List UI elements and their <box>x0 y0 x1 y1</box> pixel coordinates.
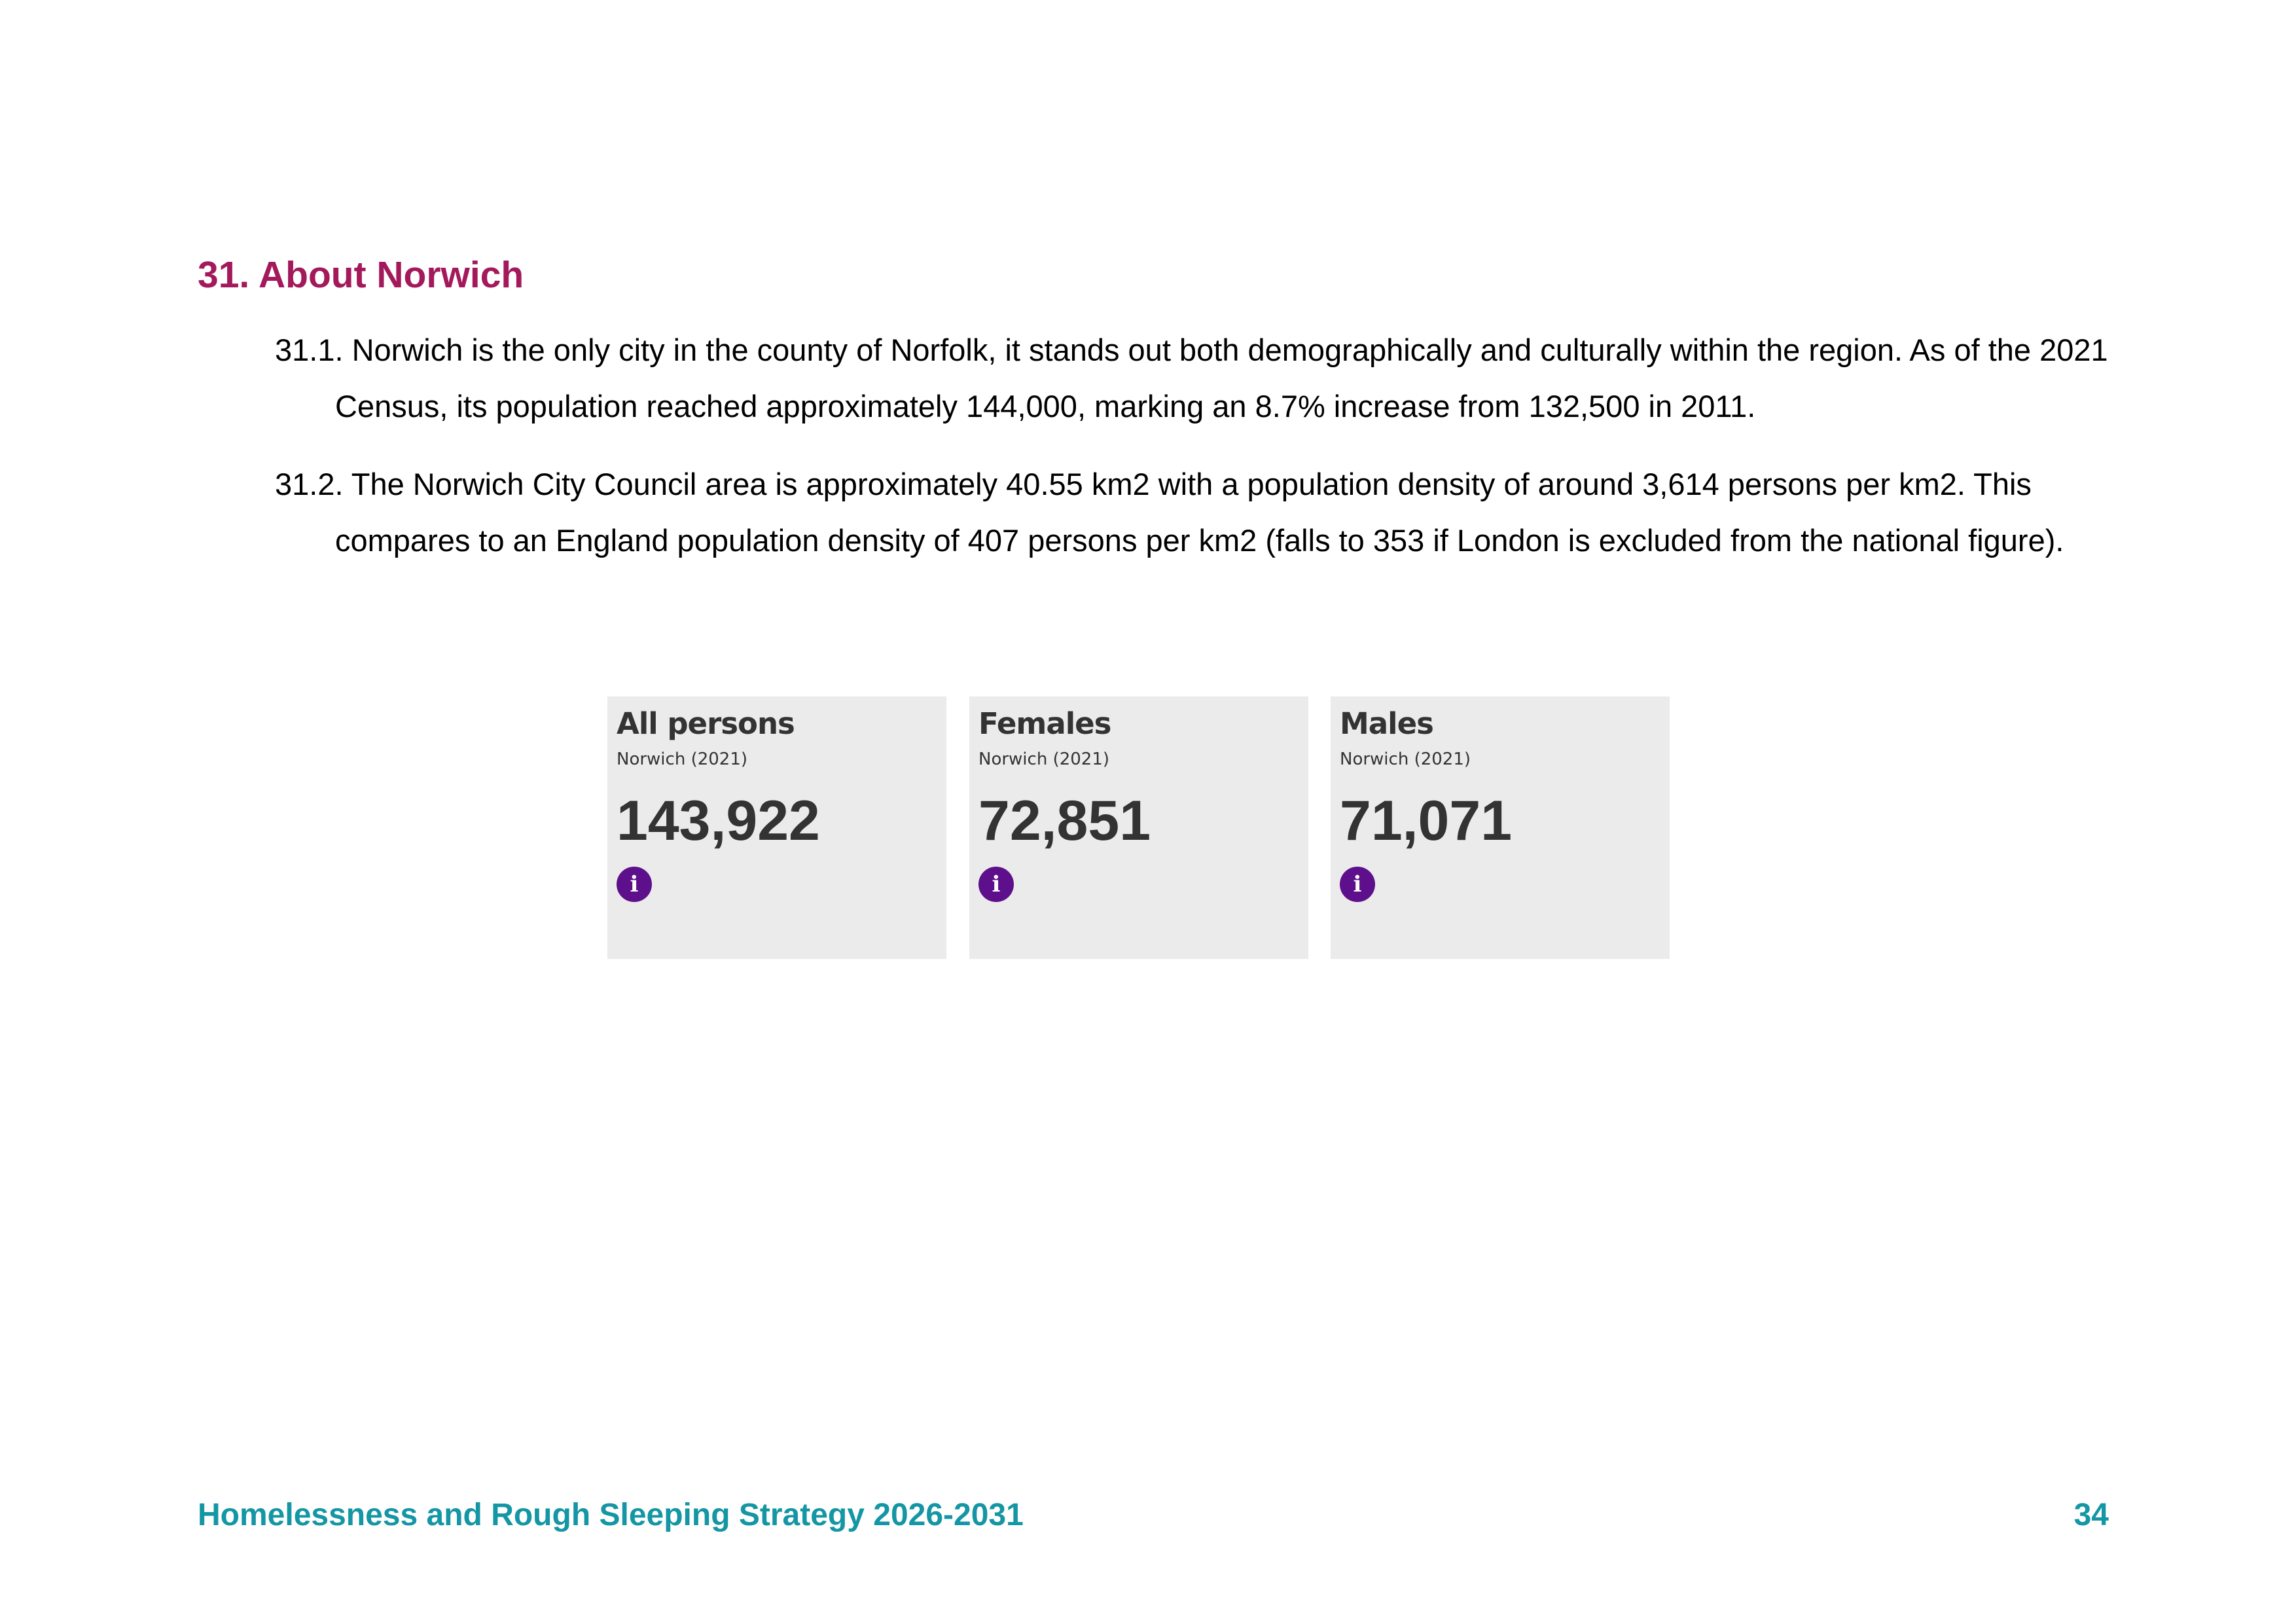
card-title: Females <box>978 706 1111 741</box>
footer-document-title: Homelessness and Rough Sleeping Strategy 2026-2031 <box>198 1498 1024 1532</box>
stat-card-females <box>969 696 1308 959</box>
paragraph-31-2: 31.2. The Norwich City Council area is approximately 40.55 km2 with a population density of around 3,614 persons per km2. This compares to an England population density of 407 persons per km2 (falls to 353 if London is excluded from the national figure). <box>275 467 2064 558</box>
card-subtitle: Norwich (2021) <box>617 749 748 769</box>
card-value: 71,071 <box>1340 789 1513 852</box>
card-title: All persons <box>617 706 795 741</box>
info-icon[interactable]: i <box>978 867 1014 902</box>
stat-card-all-persons <box>607 696 946 959</box>
card-value: 143,922 <box>617 789 820 852</box>
stat-card-males <box>1331 696 1670 959</box>
page-number: 34 <box>2073 1498 2109 1532</box>
paragraph-31-1: 31.1. Norwich is the only city in the county of Norfolk, it stands out both demographically and culturally within the region. As of the 2021 Census, its population reached approximately 144,000, marking an 8.7% increase from 132,500 in 2011. <box>275 333 2108 424</box>
card-title: Males <box>1340 706 1433 741</box>
info-icon[interactable]: i <box>617 867 652 902</box>
section-heading: 31. About Norwich <box>198 254 524 296</box>
card-subtitle: Norwich (2021) <box>978 749 1110 769</box>
card-subtitle: Norwich (2021) <box>1340 749 1471 769</box>
info-icon[interactable]: i <box>1340 867 1375 902</box>
card-value: 72,851 <box>978 789 1151 852</box>
